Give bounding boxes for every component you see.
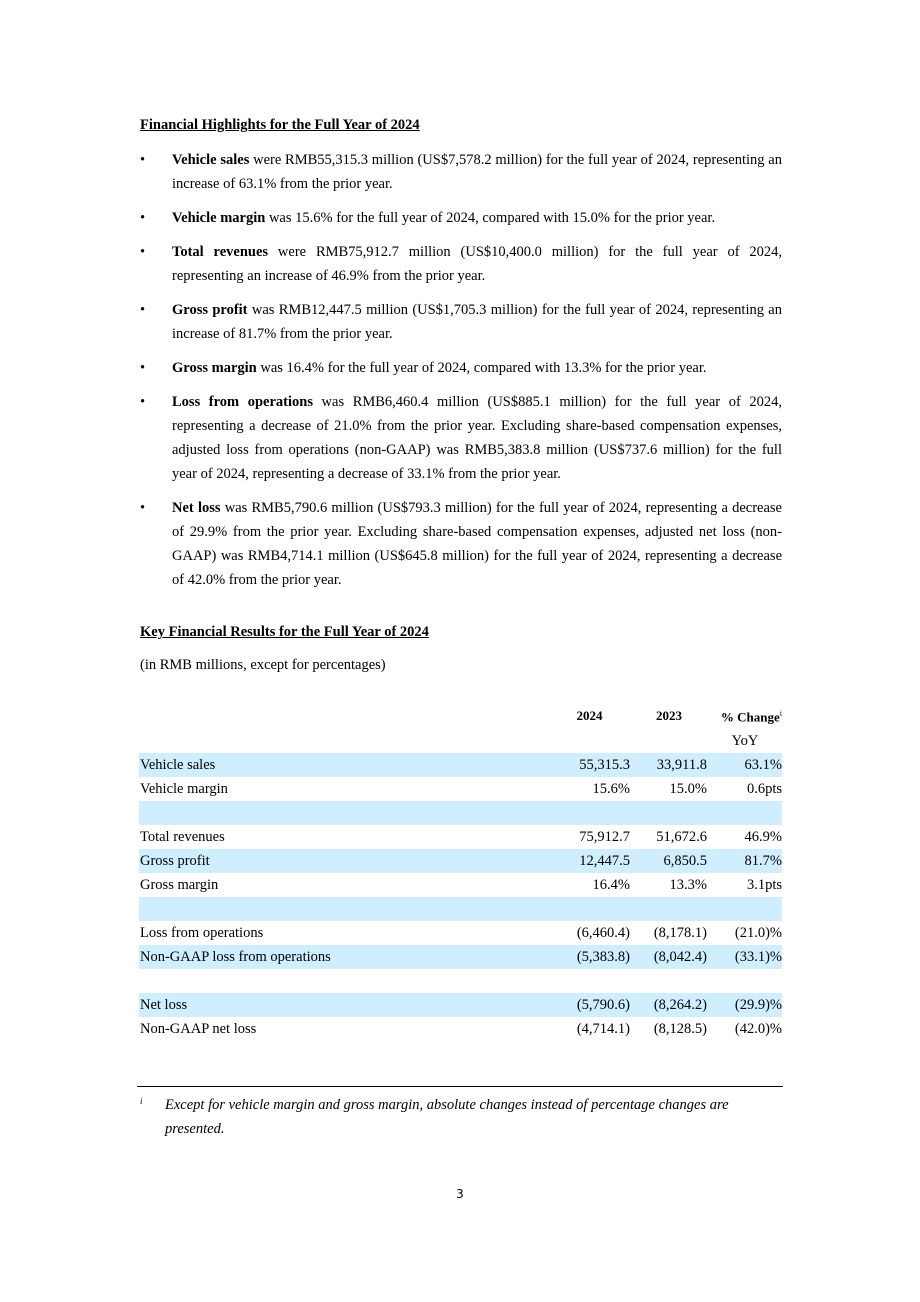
highlight-text: was RMB5,790.6 million (US$793.3 million) for the full year of 2024, representing a decrease of 29.9% from the prior year. Excluding share-based compensation expenses, adjusted net loss (non-GAAP) was RMB4,714.1 million (US$645.8 million) for the full year of 2024, representing a decrease of 42.0% from the prior year. xyxy=(172,500,782,588)
highlights-list xyxy=(140,148,782,602)
highlight-term: Gross margin xyxy=(172,360,257,376)
table-header-subrow xyxy=(139,729,782,753)
highlight-term: Gross profit xyxy=(172,302,248,318)
cell-2024: 75,912.7 xyxy=(579,829,630,846)
cell-2024: (5,790.6) xyxy=(548,993,630,1017)
table-spacer-row xyxy=(139,969,782,993)
highlight-text: was 15.6% for the full year of 2024, compared with 15.0% for the prior year. xyxy=(265,210,716,226)
row-label: Total revenues xyxy=(140,829,225,846)
table-spacer-row xyxy=(139,897,782,921)
cell-2023: (8,264.2) xyxy=(630,993,707,1017)
bullet-icon: • xyxy=(140,152,146,168)
units-note: (in RMB millions, except for percentages) xyxy=(140,657,386,673)
highlight-text: was RMB12,447.5 million (US$1,705.3 million) for the full year of 2024, representing an increase of 81.7% from the prior year. xyxy=(172,302,782,342)
row-label: Gross margin xyxy=(140,877,219,894)
cell-2024: (6,460.4) xyxy=(576,925,630,942)
table-row xyxy=(139,849,782,873)
row-label: Vehicle margin xyxy=(140,781,228,798)
table-row xyxy=(139,945,782,969)
footnote-text: Except for vehicle margin and gross margin, absolute changes instead of percentage changes are presented. xyxy=(165,1097,729,1137)
highlight-term: Loss from operations xyxy=(172,394,313,410)
cell-change: 0.6pts xyxy=(746,781,782,798)
cell-2024: (5,383.8) xyxy=(548,945,630,969)
highlight-item xyxy=(140,240,782,288)
highlight-item xyxy=(140,356,782,380)
cell-2024: 55,315.3 xyxy=(548,753,630,777)
table-spacer-row xyxy=(139,801,782,825)
highlight-term: Net loss xyxy=(172,500,221,516)
column-header-yoy: YoY xyxy=(731,733,759,750)
highlight-term: Vehicle margin xyxy=(172,210,266,226)
row-label: Non-GAAP net loss xyxy=(140,1021,257,1038)
cell-2023: 6,850.5 xyxy=(630,849,707,873)
table-row xyxy=(139,753,782,777)
highlight-term: Vehicle sales xyxy=(172,152,250,168)
row-label: Vehicle sales xyxy=(139,753,548,777)
table-header-row xyxy=(139,702,782,729)
cell-2024: 15.6% xyxy=(592,781,630,798)
table-row xyxy=(139,873,782,897)
row-label: Net loss xyxy=(139,993,548,1017)
cell-change: (29.9)% xyxy=(707,993,782,1017)
cell-change: 46.9% xyxy=(744,829,782,846)
highlight-term: Total revenues xyxy=(172,244,269,260)
cell-2023: 15.0% xyxy=(669,781,707,798)
highlight-item xyxy=(140,496,782,592)
highlight-text: were RMB75,912.7 million (US$10,400.0 million) for the full year of 2024, representing an increase of 46.9% from the prior year. xyxy=(172,244,783,284)
cell-change: 81.7% xyxy=(707,849,782,873)
cell-2023: (8,042.4) xyxy=(630,945,707,969)
row-label: Gross profit xyxy=(139,849,548,873)
cell-change: (33.1)% xyxy=(707,945,782,969)
cell-2023: 13.3% xyxy=(669,877,707,894)
highlight-text: was RMB6,460.4 million (US$885.1 million) for the full year of 2024, representing a decrease of 21.0% from the prior year. Excluding share-based compensation expenses, adjusted loss from operations (non-GAAP) was RMB5,383.8 million (US$737.6 million) for the full year of 2024, representing a decrease of 33.1% from the prior year. xyxy=(172,394,782,482)
table-row xyxy=(139,921,782,945)
cell-change: 3.1pts xyxy=(746,877,782,894)
row-label: Loss from operations xyxy=(140,925,264,942)
financial-highlights-heading: Financial Highlights for the Full Year of 2024 xyxy=(140,117,420,133)
bullet-icon: • xyxy=(140,360,146,376)
key-results-heading: Key Financial Results for the Full Year of 2024 xyxy=(140,624,429,640)
cell-2023: (8,128.5) xyxy=(653,1021,707,1038)
page-number: 3 xyxy=(456,1187,464,1201)
highlight-item xyxy=(140,390,782,486)
bullet-icon: • xyxy=(140,302,146,318)
cell-change: (42.0)% xyxy=(734,1021,782,1038)
cell-change: 63.1% xyxy=(707,753,782,777)
bullet-icon: • xyxy=(140,500,146,516)
cell-change: (21.0)% xyxy=(734,925,782,942)
cell-2024: (4,714.1) xyxy=(576,1021,630,1038)
bullet-icon: • xyxy=(140,244,146,260)
highlight-item xyxy=(140,148,782,196)
table-row xyxy=(139,825,782,849)
column-header-2023: 2023 xyxy=(656,707,682,723)
key-financial-results-table xyxy=(139,702,782,1041)
footnote-ref: i xyxy=(779,709,782,718)
column-header-change: % Change$^i$ xyxy=(720,709,782,725)
table-row xyxy=(139,1017,782,1041)
highlight-item xyxy=(140,206,782,230)
highlight-text: were RMB55,315.3 million (US$7,578.2 million) for the full year of 2024, representing an increase of 63.1% from the prior year. xyxy=(172,152,782,192)
cell-2024: 16.4% xyxy=(592,877,630,894)
highlight-text: was 16.4% for the full year of 2024, compared with 13.3% for the prior year. xyxy=(256,360,707,376)
cell-2024: 12,447.5 xyxy=(548,849,630,873)
bullet-icon: • xyxy=(140,210,146,226)
footnote-mark: i xyxy=(140,1096,143,1106)
column-header-2024: 2024 xyxy=(576,707,603,723)
cell-2023: 51,672.6 xyxy=(656,829,707,846)
highlight-item xyxy=(140,298,782,346)
row-label: Non-GAAP loss from operations xyxy=(139,945,548,969)
bullet-icon: • xyxy=(140,394,146,410)
cell-2023: (8,178.1) xyxy=(653,925,707,942)
footnote-divider xyxy=(137,1086,783,1087)
table-row xyxy=(139,777,782,801)
cell-2023: 33,911.8 xyxy=(630,753,707,777)
table-row xyxy=(139,993,782,1017)
